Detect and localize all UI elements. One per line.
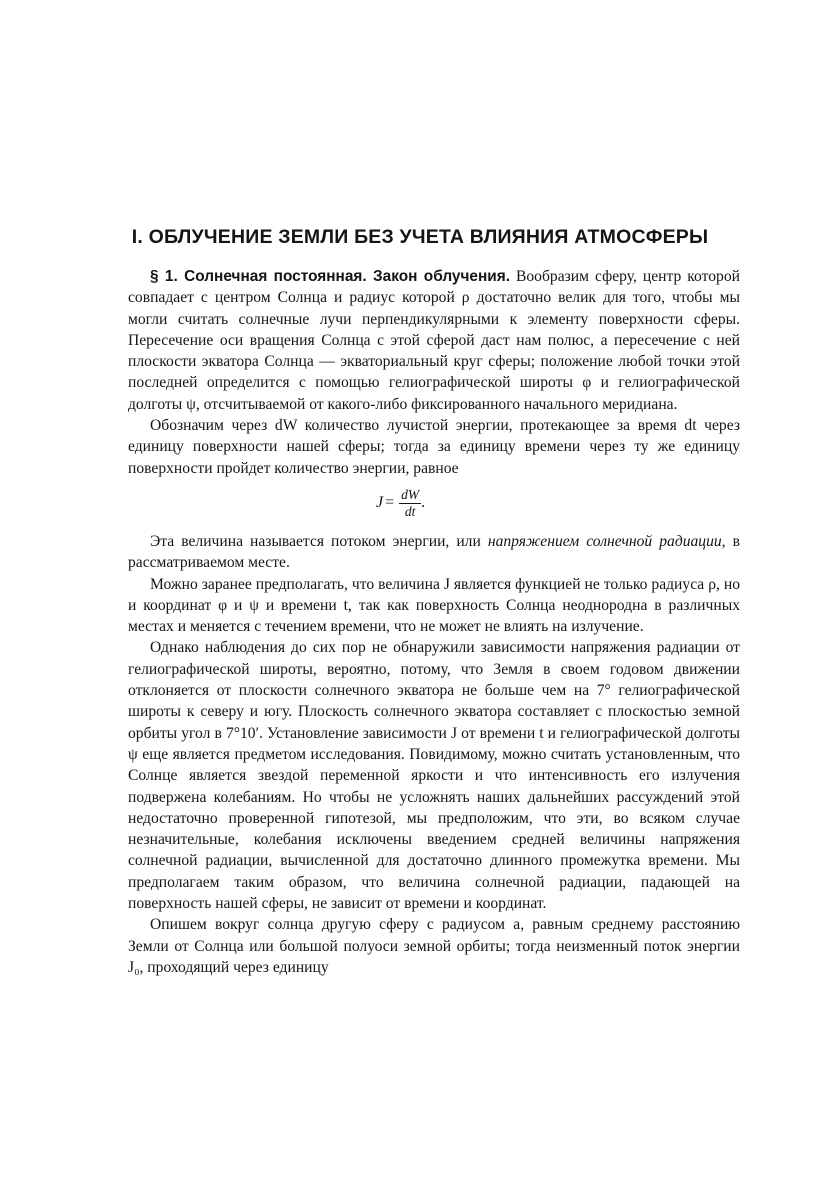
section-heading: § 1. Солнечная постоянная. Закон облучения. bbox=[150, 268, 510, 285]
paragraph-text: Однако наблюдения до сих пор не обнаружили зависимости напряжения радиации от гелиографической широты, вероятно, потому, что Земля в своем годовом движении отклоняется от плоскости солнечного экватора не больше чем на 7° гелиографической широты к северу и югу. Плоскость солнечного экватора составляет с плоскостью земной орбиты угол в 7°10′. Установление зависимости J от времени t и гелиографической долготы ψ еще является предметом исследования. Повидимому, можно считать установленным, что Солнце является звездой переменной яркости и что интенсивность его излучения подвержена колебаниям. Но чтобы не усложнять наших дальнейших рассуждений этой недостаточно проверенной гипотезой, мы предположим, что эти, во всяком случае незначительные, колебания исключены введением средней величины напряжения солнечной радиации, вычисленной для достаточно длинного промежутка времени. Мы предполагаем таким образом, что величина солнечной радиации, падающей на поверхность нашей сферы, не зависит от времени и координат. bbox=[128, 639, 740, 913]
formula-denominator: dt bbox=[404, 503, 416, 519]
formula-lhs: J bbox=[376, 493, 384, 511]
paragraph-text: Опишем вокруг солнца другую сферу с радиусом a, равным среднему расстоянию Земли от Солнца или большой полуоси земной орбиты; тогда неизменный поток энергии J₀, проходящий через единицу bbox=[128, 916, 740, 976]
paragraph-solar-constant bbox=[128, 266, 740, 415]
chapter-title: I. ОБЛУЧЕНИЕ ЗЕМЛИ БЕЗ УЧЕТА ВЛИЯНИЯ АТМОСФЕРЫ bbox=[131, 226, 709, 248]
formula-equals: = bbox=[385, 493, 395, 511]
paragraph-text: Эта величина называется потоком энергии, или bbox=[150, 532, 488, 550]
formula-fraction bbox=[399, 487, 421, 519]
paragraph-text: Можно заранее предполагать, что величина J является функцией не только радиуса ρ, но и координат φ и ψ и времени t, так как поверхность Солнца неоднородна в различных местах и меняется с течением времени, что не может не влиять на излучение. bbox=[128, 575, 740, 636]
paragraph-flux-name bbox=[128, 531, 740, 574]
formula-numerator: dW bbox=[401, 486, 420, 502]
formula-period: . bbox=[421, 493, 426, 511]
paragraph-function bbox=[128, 574, 740, 638]
paragraph-observations bbox=[128, 637, 740, 914]
body-text bbox=[128, 266, 740, 978]
paragraph-italic-term: напряжением солнечной радиации bbox=[487, 532, 722, 550]
paragraph-energy-definition bbox=[128, 415, 740, 479]
paragraph-text: Вообразим сферу, центр которой совпадает с центром Солнца и радиус которой ρ достаточно велик для того, чтобы мы могли считать солнечные лучи перпендикулярными к элементу поверхности сферы. Пересечение оси вращения Солнца с этой сферой даст нам полюс, а пересечение с ней плоскости экватора Солнца — экваториальный круг сферы; положение любой точки этой последней определится с помощью гелиографической широты φ и гелиографической долготы ψ, отсчитываемой от какого-либо фиксированного начального меридиана. bbox=[128, 268, 740, 413]
paragraph-second-sphere bbox=[128, 914, 740, 978]
formula-flux bbox=[128, 481, 740, 531]
paragraph-text: , в рассматриваемом месте. bbox=[128, 532, 740, 572]
paragraph-text: Обозначим через dW количество лучистой энергии, протекающее за время dt через единицу поверхности нашей сферы; тогда за единицу времени через ту же единицу поверхности пройдет количество энергии, равное bbox=[128, 417, 740, 477]
